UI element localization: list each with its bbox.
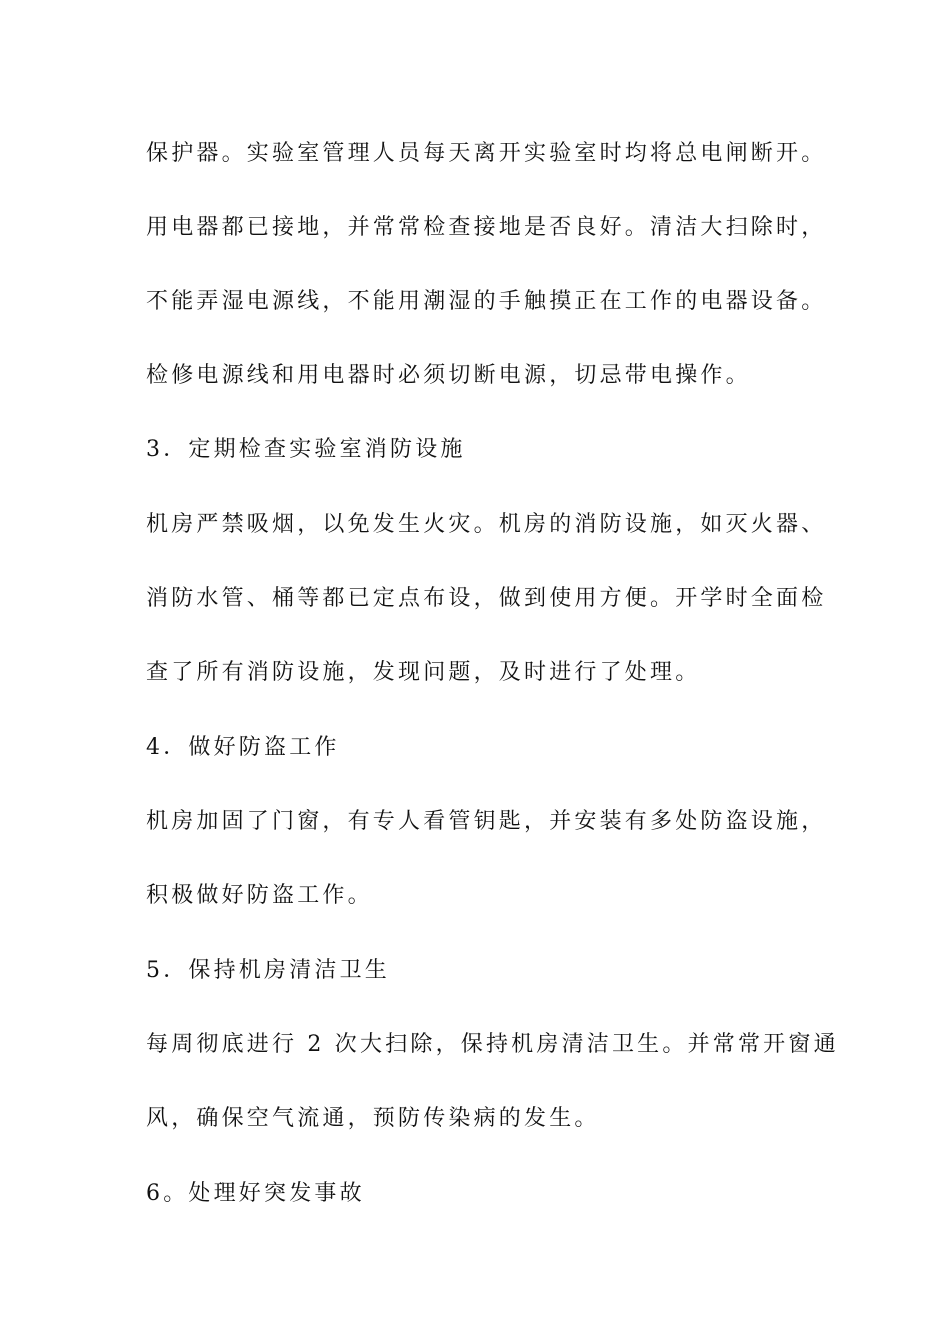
paragraph-line: 保护器。实验室管理人员每天离开实验室时均将总电闸断开。	[146, 141, 827, 166]
paragraph-line: 机房加固了门窗，有专人看管钥匙，并安装有多处防盗设施，	[146, 809, 827, 834]
section-heading: 4．做好防盗工作	[146, 735, 340, 760]
paragraph-line: 检修电源线和用电器时必须切断电源，切忌带电操作。	[146, 363, 751, 388]
paragraph-line: 不能弄湿电源线，不能用潮湿的手触摸正在工作的电器设备。	[146, 289, 827, 314]
paragraph-line: 机房严禁吸烟，以免发生火灾。机房的消防设施，如灭火器、	[146, 512, 827, 537]
paragraph-line: 每周彻底进行 2 次大扫除，保持机房清洁卫生。并常常开窗通	[146, 1032, 839, 1057]
paragraph-line: 风，确保空气流通，预防传染病的发生。	[146, 1106, 600, 1131]
paragraph-line: 查了所有消防设施，发现问题，及时进行了处理。	[146, 660, 701, 685]
section-heading: 3．定期检查实验室消防设施	[146, 437, 466, 462]
section-heading: 6。处理好突发事故	[146, 1181, 365, 1206]
paragraph-line: 用电器都已接地，并常常检查接地是否良好。清洁大扫除时，	[146, 215, 827, 240]
paragraph-line: 消防水管、桶等都已定点布设，做到使用方便。开学时全面检	[146, 586, 827, 611]
paragraph-line: 积极做好防盗工作。	[146, 883, 373, 908]
section-heading: 5．保持机房清洁卫生	[146, 958, 390, 983]
